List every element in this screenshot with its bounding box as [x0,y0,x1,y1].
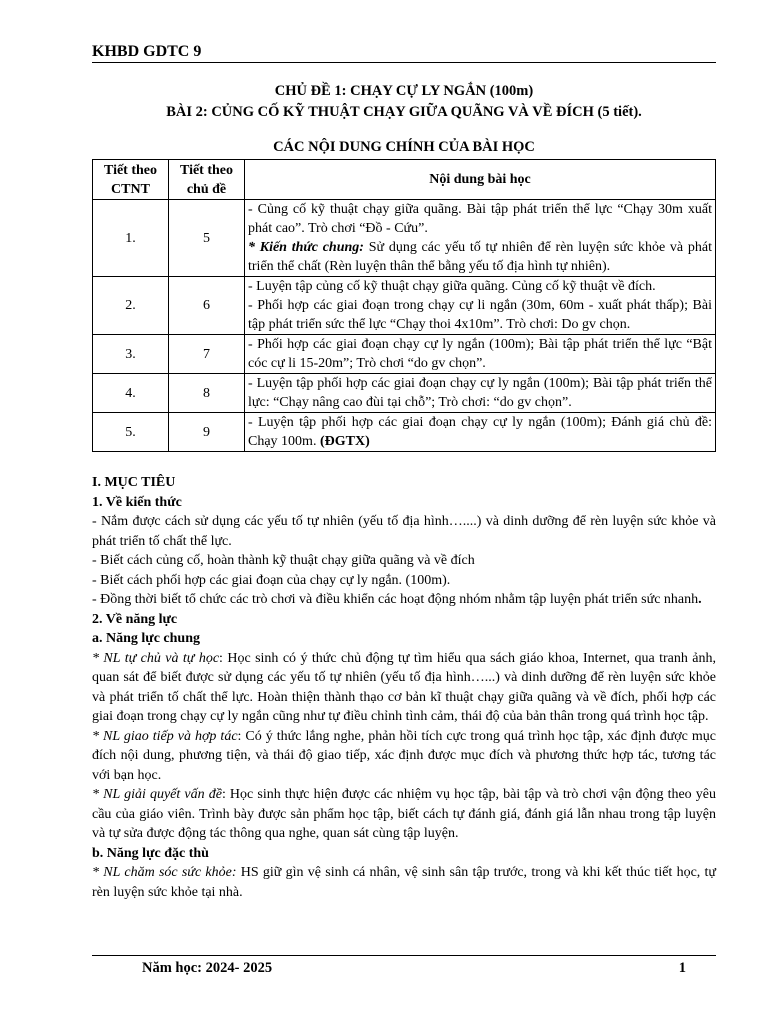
content-text: - Luyện tập phối hợp các giai đoạn chạy cự ly ngắn (100m); Đánh giá chủ đề: Chạy 100m. [248,415,712,449]
competency-label: * NL giao tiếp và hợp tác [92,728,238,744]
paragraph: - Biết cách củng cố, hoàn thành kỹ thuật chạy giữa quãng và về đích [92,553,475,568]
cell-content: - Phối hợp các giai đoạn chạy cự ly ngắn (100m); Bài tập phát triển thể lực “Bật cóc cự li 15-20m”; Trò chơi “do gv chọn”. [245,335,716,374]
paragraph-text: : Có ý thức lắng nghe, phản hồi tích cực trong quá trình học tập, xác định được mục đích nội dung, phương tiện, và thái độ giao tiếp, xác định được mục đích và phương thức hợp tác, tương tác với bạn học. [92,728,716,783]
lesson-title: BÀI 2: CỦNG CỐ KỸ THUẬT CHẠY GIỮA QUÃNG VÀ VỀ ĐÍCH (5 tiết). [166,104,642,120]
paragraph: - Biết cách phối hợp các giai đoạn của chạy cự ly ngắn. (100m). [92,572,451,588]
cell-content [245,200,716,277]
cell-chude: 9 [169,413,245,452]
paragraph [92,785,716,844]
section-heading: I. MỤC TIÊU [92,475,176,490]
competency-label: * NL tự chủ và tự học [92,650,220,666]
page-number: 1 [678,960,686,976]
paragraph-text: HS giữ gìn vệ sinh cá nhân, vệ sinh sân tập trước, trong và khi kết thúc tiết học, tự rèn luyện sức khỏe tại nhà. [92,865,717,900]
cell-content [245,277,716,335]
paragraph-text: : Học sinh có ý thức chủ động tự tìm hiểu qua sách giáo khoa, Internet, qua tranh ảnh, quan sát để biết được sử dụng các yếu tố tự nhiên (yếu tố địa hình…...) và dinh dưỡng để rèn luyện sức khỏe và phát triển tố chất thể lực. Hoàn thiện thành thạo cơ bản kĩ thuật chạy giữa quãng và về đích, phối hợp các giai đoạn trong chạy cự ly ngắn cũng như tự điều chỉnh tình cảm, thái độ của bản thân trong quá trình học tập. [92,650,716,724]
assessment-tag: (ĐGTX) [319,434,370,449]
paragraph [92,590,716,610]
footer-rule [92,955,716,956]
subsection-heading: 2. Về năng lực [92,611,178,627]
table-row [93,200,716,277]
header-chude: Tiết theo chủ đề [169,160,245,200]
header-rule [92,62,716,63]
paragraph [92,649,716,727]
table-row [93,413,716,452]
cell-chude: 5 [169,200,245,277]
table-row [93,335,716,374]
topic-title: CHỦ ĐỀ 1: CHẠY CỰ LY NGẮN (100m) [274,83,534,99]
cell-content: - Luyện tập phối hợp các giai đoạn chạy cự ly ngắn (100m); Bài tập phát triển thể lực: “Chạy nâng cao đùi tại chỗ”; Trò chơi: “do gv chọn”. [245,374,716,413]
cell-ctnt: 1. [93,200,169,277]
content-text: - Luyện tập củng cố kỹ thuật chạy giữa quãng. Củng cố kỹ thuật về đích. [248,279,656,294]
subsection-heading: b. Năng lực đặc thù [92,845,209,861]
doc-header: KHBD GDTC 9 [92,43,202,60]
paragraph: - Nắm được cách sử dụng các yếu tố tự nhiên (yếu tố địa hình…....) và dinh dưỡng để rèn luyện sức khỏe và phát triển tố chất thể lực. [92,514,716,549]
subsection-heading: 1. Về kiến thức [92,494,182,510]
table-title: CÁC NỘI DUNG CHÍNH CỦA BÀI HỌC [273,139,535,155]
table-header-row [93,160,716,200]
paragraph-text: : Học sinh thực hiện được các nhiệm vụ học tập, bài tập và trò chơi vận động theo yêu cầu của giáo viên. Trình bày được sản phẩm học tập, biết cách tự đánh giá, đánh giá lẫn nhau trong tập luyện và tự sửa được động tác thông qua nghe, quan sát cùng tập luyện. [92,787,716,841]
cell-ctnt: 4. [93,374,169,413]
lesson-body [92,473,716,902]
paragraph [92,863,716,902]
cell-content [245,413,716,452]
table-row [93,277,716,335]
content-text: - Phối hợp các giai đoạn trong chạy cự li ngắn (30m, 60m - xuất phát thấp); Bài tập phát triển sức thể lực “Chạy thoi 4x10m”. Trò chơi: Do gv chọn. [248,298,712,332]
cell-chude: 7 [169,335,245,374]
cell-chude: 6 [169,277,245,335]
header-ctnt: Tiết theo CTNT [93,160,169,200]
content-text: Sử dụng các yếu tố tự nhiên để rèn luyện sức khỏe và phát triển thể chất (Rèn luyện thân thể bằng yếu tố địa hình tự nhiên). [248,240,712,274]
cell-ctnt: 5. [93,413,169,452]
competency-label: * NL giải quyết vấn đề [92,787,222,802]
header-content: Nội dung bài học [245,160,716,200]
table-row [93,374,716,413]
content-label: * Kiến thức chung: [248,240,364,255]
cell-ctnt: 2. [93,277,169,335]
cell-ctnt: 3. [93,335,169,374]
subsection-heading: a. Năng lực chung [92,631,200,646]
paragraph [92,727,716,786]
content-text: - Củng cố kỹ thuật chạy giữa quãng. Bài tập phát triển thể lực “Chạy 30m xuất phát cao”. Trò chơi “Đồ - Cứu”. [248,202,712,236]
cell-chude: 8 [169,374,245,413]
lesson-content-table [92,159,716,452]
competency-label: * NL chăm sóc sức khỏe: [92,865,237,880]
paragraph-dot: . [698,592,702,607]
paragraph-text: - Đồng thời biết tổ chức các trò chơi và điều khiển các hoạt động nhóm nhằm tập luyện phát triển sức nhanh [92,592,699,607]
footer-year: Năm học: 2024- 2025 [142,960,273,976]
